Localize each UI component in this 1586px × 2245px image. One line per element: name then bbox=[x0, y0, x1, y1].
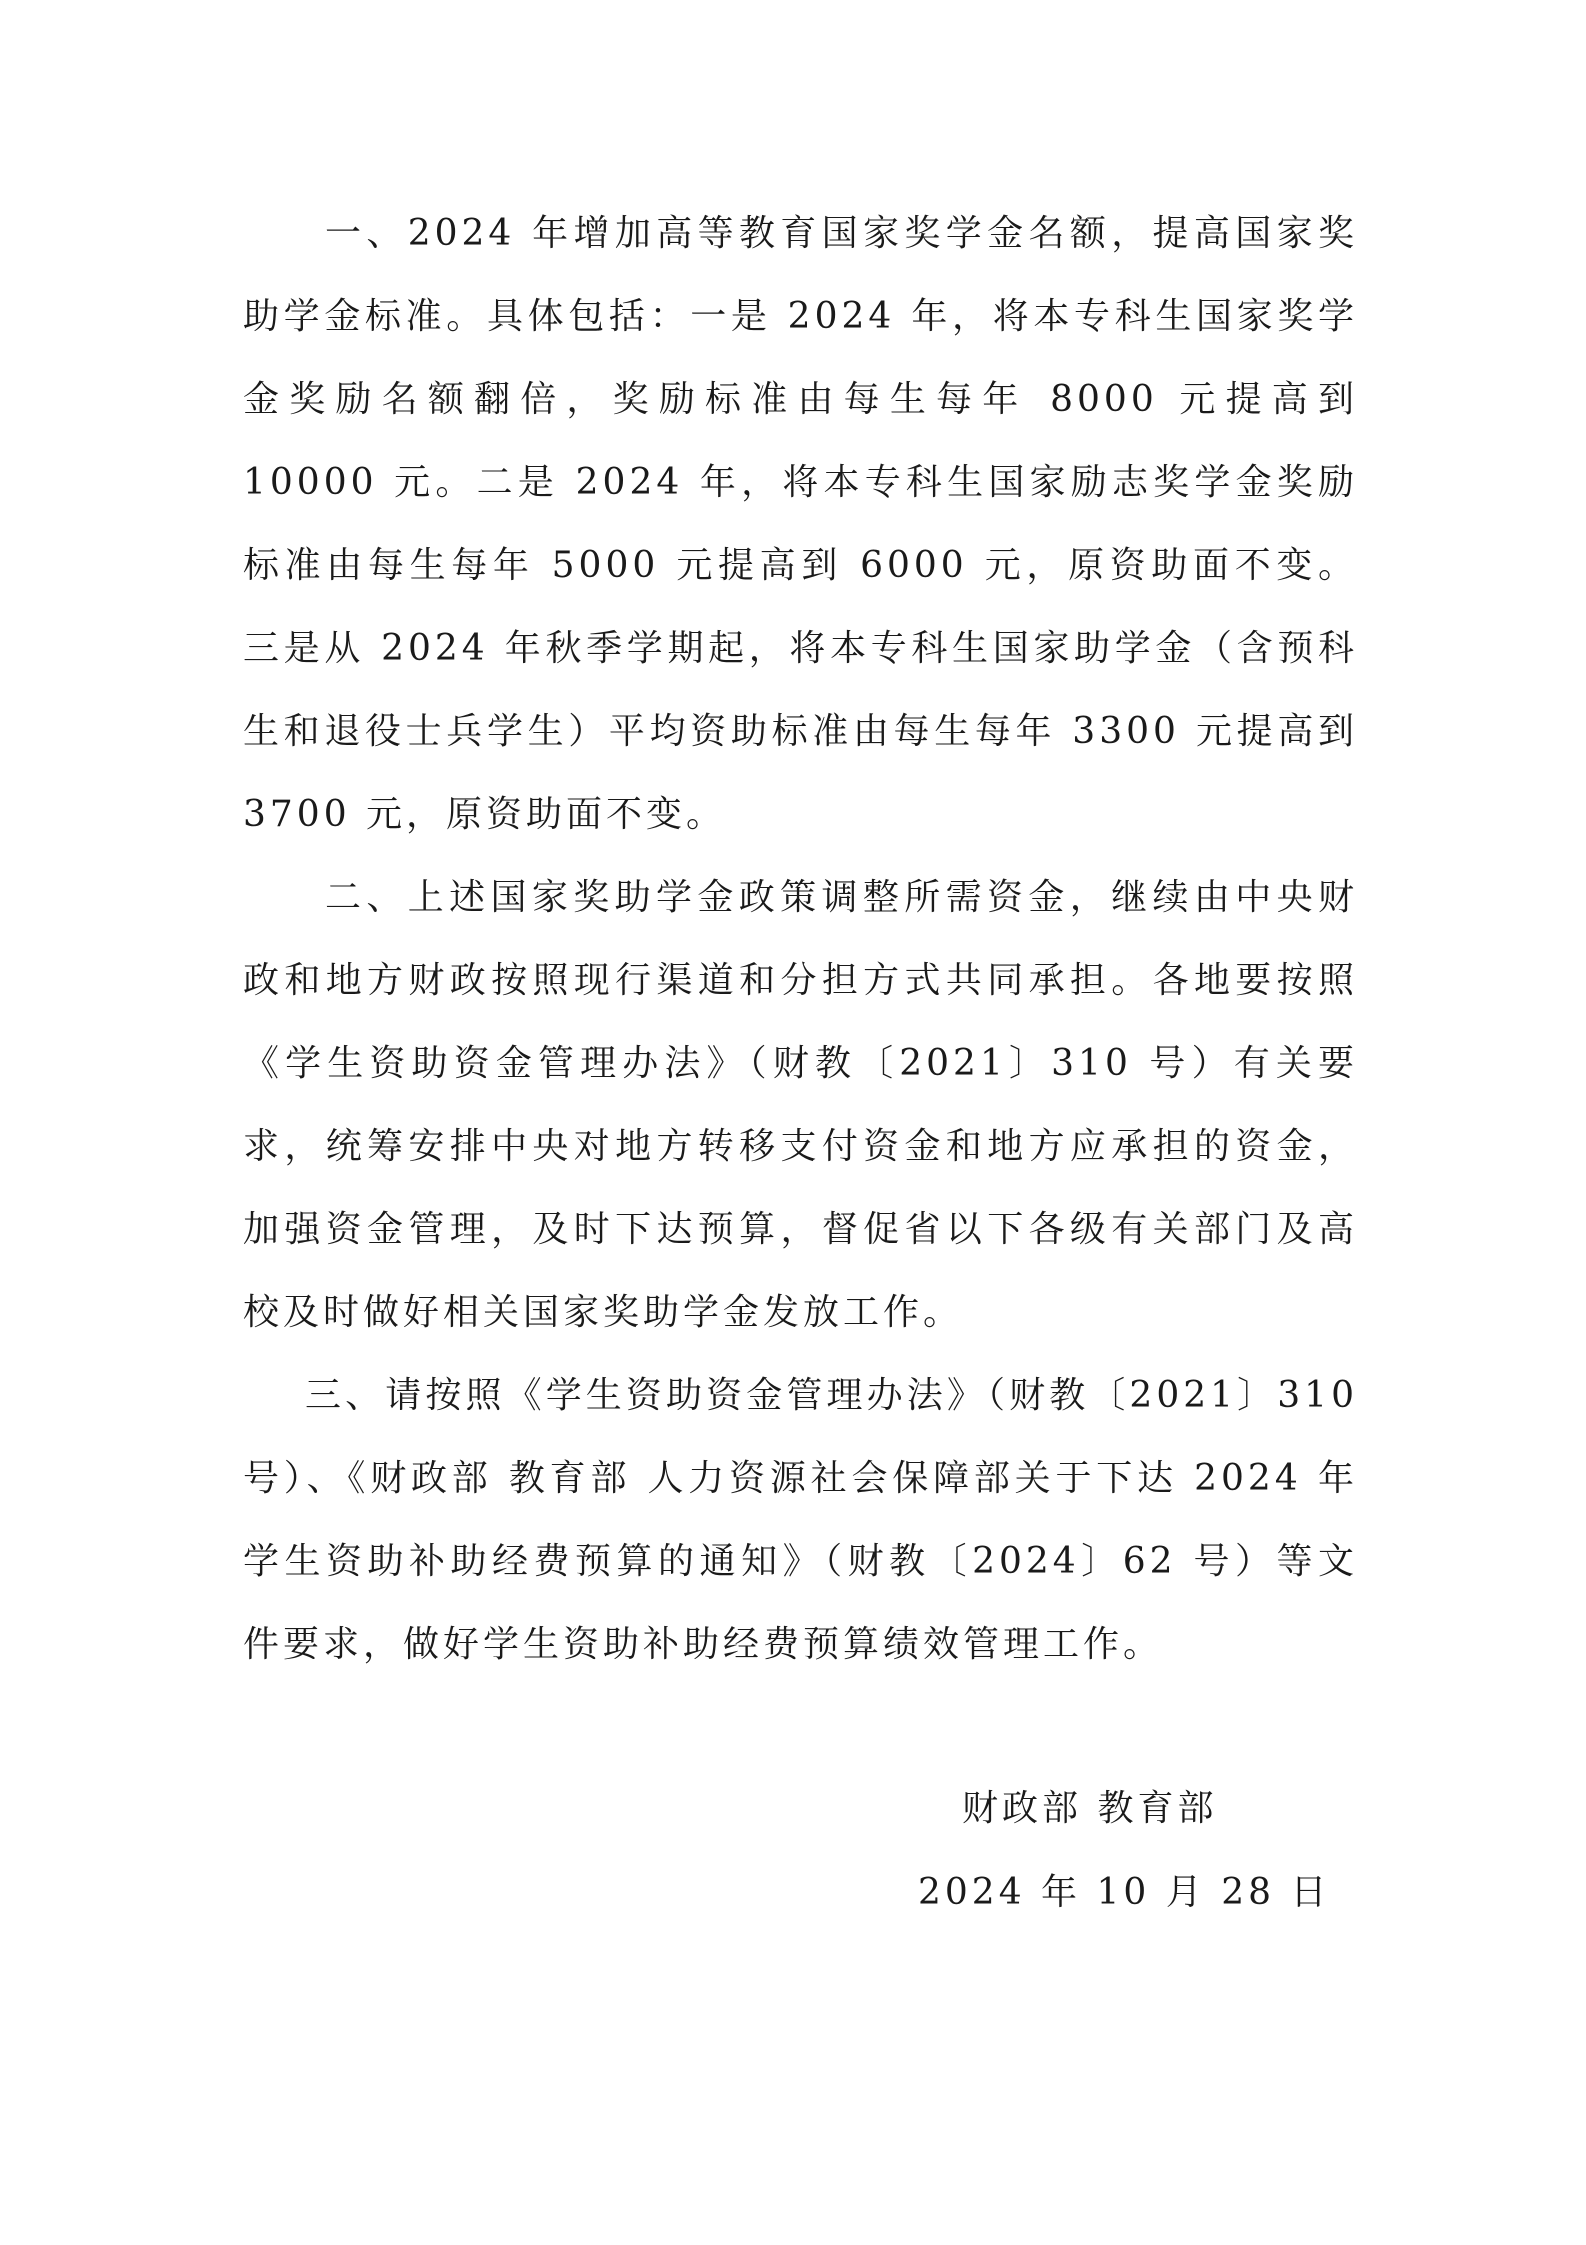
issue-date: 2024 年 10 月 28 日 bbox=[918, 1872, 1331, 1913]
issuer-names: 财政部 教育部 bbox=[962, 1788, 1218, 1829]
document-body bbox=[243, 192, 1358, 1686]
paragraph-1: 一、2024 年增加高等教育国家奖学金名额，提高国家奖助学金标准。具体包括：一是 2024 年，将本专科生国家奖学金奖励名额翻倍，奖励标准由每生每年 8000 元提高到 10000 元。二是 2024 年，将本专科生国家励志奖学金奖励标准由每生每年 5000 元提高到 6000 元，原资助面不变。三是从 2024 年秋季学期起，将本专科生国家助学金（含预科生和退役士兵学生）平均资助标准由每生每年 3300 元提高到 3700 元，原资助面不变。 bbox=[243, 213, 1358, 835]
signature-block bbox=[0, 1780, 1586, 1980]
paragraph-3: 三、请按照《学生资助资金管理办法》（财教〔2021〕310 号）、《财政部 教育部 人力资源社会保障部关于下达 2024 年学生资助补助经费预算的通知》（财教〔2024〕62 号）等文件要求，做好学生资助补助经费预算绩效管理工作。 bbox=[243, 1375, 1358, 1665]
paragraph-2: 二、上述国家奖助学金政策调整所需资金，继续由中央财政和地方财政按照现行渠道和分担方式共同承担。各地要按照《学生资助资金管理办法》（财教〔2021〕310 号）有关要求，统筹安排中央对地方转移支付资金和地方应承担的资金，加强资金管理，及时下达预算，督促省以下各级有关部门及高校及时做好相关国家奖助学金发放工作。 bbox=[243, 877, 1358, 1333]
